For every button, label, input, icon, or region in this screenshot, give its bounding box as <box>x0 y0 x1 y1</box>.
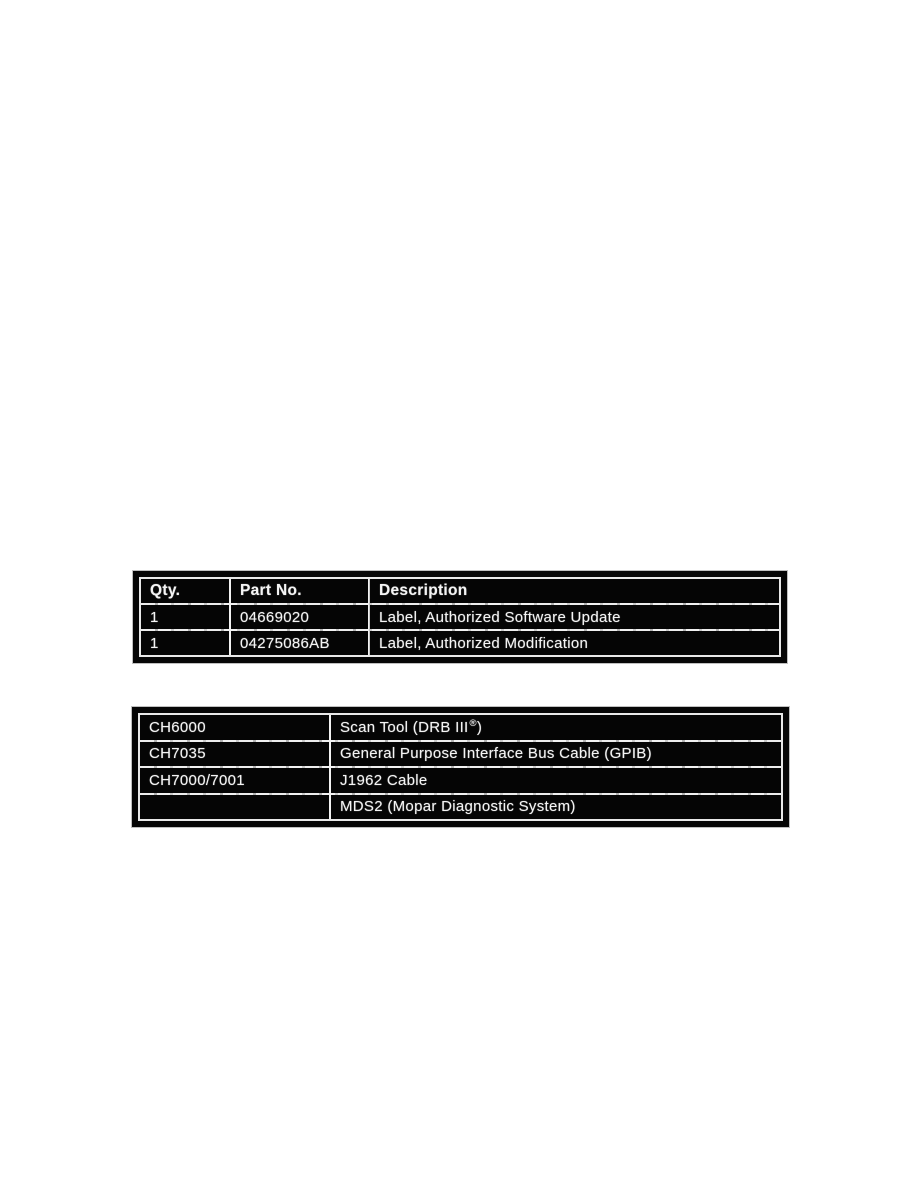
parts-row1-description: Label, Authorized Software Update <box>370 605 779 629</box>
parts-header-part-no: Part No. <box>231 579 368 603</box>
tools-row4-description: MDS2 (Mopar Diagnostic System) <box>331 795 781 820</box>
parts-row1-qty: 1 <box>141 605 229 629</box>
tools-row1-description-close: ) <box>476 718 483 736</box>
tools-row2-description: General Purpose Interface Bus Cable (GPIB) <box>331 742 781 767</box>
tools-row3-code: CH7000/7001 <box>140 768 329 793</box>
tools-row1-description-text: Scan Tool (DRB III <box>340 718 469 736</box>
parts-header-qty: Qty. <box>141 579 229 603</box>
parts-header-description: Description <box>370 579 779 603</box>
parts-row2-qty: 1 <box>141 631 229 655</box>
parts-table <box>133 571 787 663</box>
parts-row2-part-no: 04275086AB <box>231 631 368 655</box>
tools-row1-code: CH6000 <box>140 715 329 740</box>
tools-row2-code: CH7035 <box>140 742 329 767</box>
registered-trademark-symbol: ® <box>469 718 477 729</box>
tools-row4-code <box>140 795 329 820</box>
parts-row1-part-no: 04669020 <box>231 605 368 629</box>
tools-table <box>132 707 789 827</box>
tools-table-grid <box>138 713 783 821</box>
tools-row3-description: J1962 Cable <box>331 768 781 793</box>
parts-row2-description: Label, Authorized Modification <box>370 631 779 655</box>
tools-row1-description <box>331 715 781 740</box>
parts-table-grid <box>139 577 781 657</box>
